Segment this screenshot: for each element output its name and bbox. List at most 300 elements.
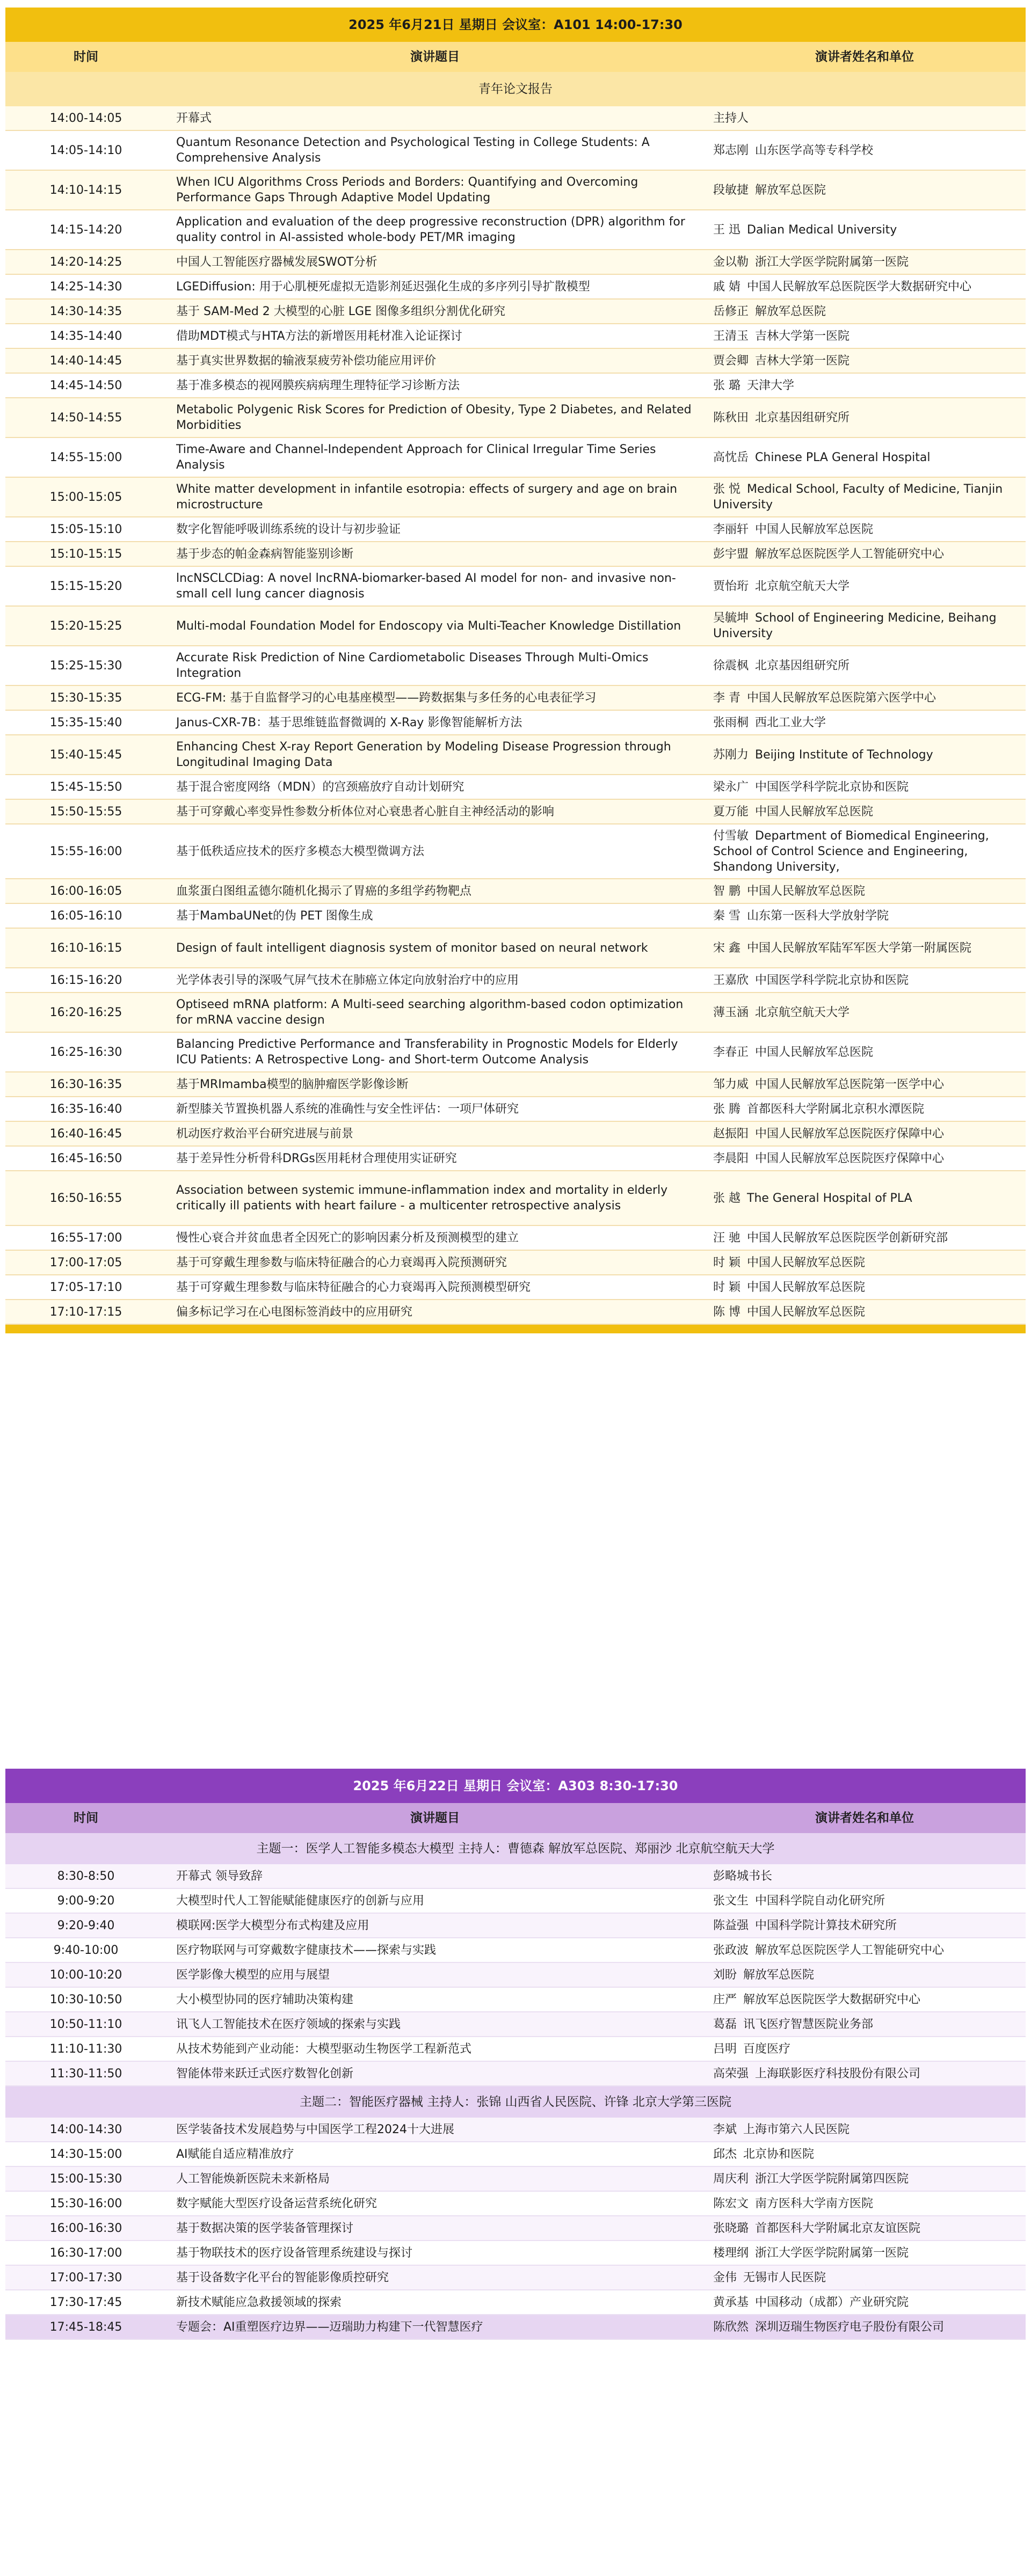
talk-title: When ICU Algorithms Cross Periods and Borders: Quantifying and Overcoming Performance Gaps Through Adaptive Model Updating bbox=[166, 170, 703, 210]
talk-time: 14:30-14:35 bbox=[5, 299, 166, 324]
speaker-affiliation: 中国人民解放军总医院医学创新研究部 bbox=[747, 1231, 948, 1245]
talk-time: 14:25-14:30 bbox=[5, 274, 166, 299]
section-subtitle-row bbox=[5, 72, 1026, 106]
speaker-cell bbox=[703, 566, 1026, 606]
speaker-cell bbox=[703, 2037, 1026, 2061]
session-1-banner-text: 2025 年6月21日 星期日 会议室：A101 14:00-17:30 bbox=[5, 8, 1026, 42]
speaker-affiliation: 浙江大学医学院附属第一医院 bbox=[755, 255, 909, 269]
speaker-cell bbox=[703, 1864, 1026, 1888]
talk-title: 医学装备技术发展趋势与中国医学工程2024十大进展 bbox=[166, 2118, 703, 2142]
schedule-row bbox=[5, 1962, 1026, 1987]
talk-title: 新型膝关节置换机器人系统的准确性与安全性评估：一项尸体研究 bbox=[166, 1097, 703, 1121]
speaker-cell bbox=[703, 2061, 1026, 2086]
talk-title: 基于准多模态的视网膜疾病病理生理特征学习诊断方法 bbox=[166, 373, 703, 398]
speaker-cell bbox=[703, 879, 1026, 903]
talk-time: 14:20-14:25 bbox=[5, 250, 166, 274]
speaker-name: 赵振阳 bbox=[713, 1127, 749, 1141]
speaker-name: 李春正 bbox=[713, 1045, 749, 1059]
speaker-cell bbox=[703, 1032, 1026, 1072]
speaker-name: 汪 驰 bbox=[713, 1231, 740, 1245]
speaker-name: 李 青 bbox=[713, 691, 740, 705]
talk-time: 15:30-15:35 bbox=[5, 685, 166, 710]
speaker-name: 付雪敏 bbox=[713, 829, 749, 843]
talk-title: 大模型时代人工智能赋能健康医疗的创新与应用 bbox=[166, 1888, 703, 1913]
speaker-affiliation: 北京协和医院 bbox=[743, 2147, 815, 2161]
speaker-cell bbox=[703, 1888, 1026, 1913]
speaker-affiliation: The General Hospital of PLA bbox=[747, 1191, 912, 1205]
talk-time: 14:05-14:10 bbox=[5, 130, 166, 170]
talk-time: 16:10-16:15 bbox=[5, 928, 166, 968]
talk-time: 16:30-16:35 bbox=[5, 1072, 166, 1097]
speaker-name: 张政波 bbox=[713, 1943, 749, 1957]
speaker-cell bbox=[703, 348, 1026, 373]
speaker-column-header: 演讲者姓名和单位 bbox=[703, 1803, 1026, 1833]
talk-title: 基于可穿戴生理参数与临床特征融合的心力衰竭再入院预测研究 bbox=[166, 1250, 703, 1275]
speaker-affiliation: 北京基因组研究所 bbox=[755, 659, 850, 673]
talk-title: 基于可穿戴心率变异性参数分析体位对心衰患者心脏自主神经活动的影响 bbox=[166, 799, 703, 824]
speaker-name: 楼理纲 bbox=[713, 2246, 749, 2260]
speaker-name: 陈宏文 bbox=[713, 2196, 749, 2210]
talk-title: Quantum Resonance Detection and Psychological Testing in College Students: A Comprehensive Analysis bbox=[166, 130, 703, 170]
speaker-name: 徐震枫 bbox=[713, 659, 749, 673]
speaker-name: 周庆利 bbox=[713, 2172, 749, 2186]
talk-time: 17:30-17:45 bbox=[5, 2290, 166, 2315]
schedule-row bbox=[5, 824, 1026, 879]
speaker-affiliation: 中国人民解放军总医院 bbox=[747, 884, 866, 898]
talk-title: Janus-CXR-7B：基于思维链监督微调的 X-Ray 影像智能解析方法 bbox=[166, 710, 703, 735]
talk-time: 15:20-15:25 bbox=[5, 606, 166, 646]
speaker-name: 陈 博 bbox=[713, 1305, 740, 1319]
talk-time: 17:00-17:30 bbox=[5, 2265, 166, 2290]
talk-title: 借助MDT模式与HTA方法的新增医用耗材准入论证探讨 bbox=[166, 324, 703, 348]
talk-title: 新技术赋能应急救援领域的探索 bbox=[166, 2290, 703, 2315]
speaker-affiliation: 中国人民解放军总医院 bbox=[747, 1280, 866, 1294]
speaker-name: 张雨桐 bbox=[713, 716, 749, 729]
schedule-row bbox=[5, 2191, 1026, 2216]
speaker-name: 戚 婧 bbox=[713, 280, 740, 294]
speaker-cell bbox=[703, 2166, 1026, 2191]
time-column-header: 时间 bbox=[5, 1803, 166, 1833]
speaker-name: 苏刚力 bbox=[713, 748, 749, 762]
speaker-cell bbox=[703, 2265, 1026, 2290]
speaker-cell bbox=[703, 373, 1026, 398]
speaker-affiliation: 上海联影医疗科技股份有限公司 bbox=[755, 2067, 921, 2081]
schedule-row bbox=[5, 1888, 1026, 1913]
speaker-affiliation: 中国人民解放军总医院医学大数据研究中心 bbox=[747, 280, 972, 294]
schedule-row bbox=[5, 348, 1026, 373]
speaker-name: 段敏捷 bbox=[713, 183, 749, 197]
talk-time: 17:00-17:05 bbox=[5, 1250, 166, 1275]
schedule-row bbox=[5, 735, 1026, 775]
speaker-cell bbox=[703, 324, 1026, 348]
talk-time: 9:40-10:00 bbox=[5, 1938, 166, 1962]
talk-time: 14:35-14:40 bbox=[5, 324, 166, 348]
speaker-affiliation: 中国科学院自动化研究所 bbox=[755, 1894, 885, 1908]
schedule-row bbox=[5, 2241, 1026, 2265]
schedule-row bbox=[5, 2315, 1026, 2339]
speaker-name: 高荣强 bbox=[713, 2067, 749, 2081]
speaker-cell bbox=[703, 1171, 1026, 1225]
speaker-affiliation: 天津大学 bbox=[747, 378, 795, 392]
speaker-name: 彭宇盟 bbox=[713, 547, 749, 561]
speaker-cell bbox=[703, 542, 1026, 566]
schedule-row bbox=[5, 903, 1026, 928]
schedule-row bbox=[5, 1275, 1026, 1300]
talk-title: lncNSCLCDiag: A novel lncRNA-biomarker-based AI model for non- and invasive non-small cell lung cancer diagnosis bbox=[166, 566, 703, 606]
speaker-affiliation: Dalian Medical University bbox=[747, 223, 897, 237]
speaker-name: 时 颖 bbox=[713, 1256, 740, 1269]
speaker-affiliation: 山东医学高等专科学校 bbox=[755, 143, 874, 157]
speaker-cell bbox=[703, 2241, 1026, 2265]
talk-time: 16:05-16:10 bbox=[5, 903, 166, 928]
talk-time: 15:30-16:00 bbox=[5, 2191, 166, 2216]
talk-time: 14:30-15:00 bbox=[5, 2142, 166, 2166]
talk-time: 15:45-15:50 bbox=[5, 775, 166, 799]
schedule-row bbox=[5, 799, 1026, 824]
talk-title: 医疗物联网与可穿戴数字健康技术——探索与实践 bbox=[166, 1938, 703, 1962]
speaker-cell bbox=[703, 250, 1026, 274]
schedule-row bbox=[5, 2061, 1026, 2086]
talk-title: Time-Aware and Channel-Independent Approach for Clinical Irregular Time Series Analysis bbox=[166, 437, 703, 477]
talk-time: 16:00-16:05 bbox=[5, 879, 166, 903]
schedule-row bbox=[5, 1146, 1026, 1171]
speaker-name: 秦 雪 bbox=[713, 909, 740, 923]
speaker-cell bbox=[703, 2290, 1026, 2315]
schedule-row bbox=[5, 542, 1026, 566]
speaker-name: 时 颖 bbox=[713, 1280, 740, 1294]
speaker-affiliation: 中国人民解放军总医院第六医学中心 bbox=[747, 691, 936, 705]
talk-time: 14:00-14:30 bbox=[5, 2118, 166, 2142]
schedule-row bbox=[5, 993, 1026, 1032]
speaker-name: 薄玉涵 bbox=[713, 1005, 749, 1019]
speaker-name: 郑志刚 bbox=[713, 143, 749, 157]
talk-title: 基于 SAM-Med 2 大模型的心脏 LGE 图像多组织分割优化研究 bbox=[166, 299, 703, 324]
talk-time: 16:25-16:30 bbox=[5, 1032, 166, 1072]
time-column-header: 时间 bbox=[5, 42, 166, 72]
speaker-cell bbox=[703, 685, 1026, 710]
talk-title: 机动医疗救治平台研究进展与前景 bbox=[166, 1121, 703, 1146]
section-subtitle: 主题一：医学人工智能多模态大模型 主持人：曹德森 解放军总医院、郑丽沙 北京航空航天大学 bbox=[5, 1833, 1026, 1864]
speaker-name: 李丽轩 bbox=[713, 522, 749, 536]
talk-title: 基于真实世界数据的输液泵疲劳补偿功能应用评价 bbox=[166, 348, 703, 373]
speaker-cell bbox=[703, 1300, 1026, 1324]
speaker-affiliation: 中国人民解放军总医院 bbox=[747, 1256, 866, 1269]
speaker-affiliation: 解放军总医院医学人工智能研究中心 bbox=[755, 1943, 945, 1957]
speaker-name: 王嘉欣 bbox=[713, 973, 749, 987]
talk-time: 16:55-17:00 bbox=[5, 1225, 166, 1250]
speaker-affiliation: Chinese PLA General Hospital bbox=[755, 450, 931, 464]
speaker-affiliation: 山东第一医科大学放射学院 bbox=[747, 909, 889, 923]
schedule-row bbox=[5, 710, 1026, 735]
speaker-cell bbox=[703, 1097, 1026, 1121]
speaker-cell bbox=[703, 398, 1026, 437]
talk-title: 基于差异性分析骨科DRGs医用耗材合理使用实证研究 bbox=[166, 1146, 703, 1171]
speaker-cell bbox=[703, 1225, 1026, 1250]
talk-title: 慢性心衰合并贫血患者全因死亡的影响因素分析及预测模型的建立 bbox=[166, 1225, 703, 1250]
talk-time: 15:00-15:05 bbox=[5, 477, 166, 517]
talk-time: 17:10-17:15 bbox=[5, 1300, 166, 1324]
talk-title: 基于低秩适应技术的医疗多模态大模型微调方法 bbox=[166, 824, 703, 879]
speaker-name: 彭略城书长 bbox=[713, 1869, 773, 1883]
talk-title: Association between systemic immune-inflammation index and mortality in elderly critically ill patients with heart failure - a multicenter retrospective analysis bbox=[166, 1171, 703, 1225]
speaker-cell bbox=[703, 274, 1026, 299]
speaker-cell bbox=[703, 735, 1026, 775]
session-1-table bbox=[5, 8, 1026, 1325]
speaker-name: 金以勒 bbox=[713, 255, 749, 269]
talk-time: 15:25-15:30 bbox=[5, 646, 166, 685]
speaker-cell bbox=[703, 2142, 1026, 2166]
talk-time: 17:45-18:45 bbox=[5, 2315, 166, 2339]
talk-title: 数字赋能大型医疗设备运营系统化研究 bbox=[166, 2191, 703, 2216]
schedule-row bbox=[5, 130, 1026, 170]
talk-time: 15:05-15:10 bbox=[5, 517, 166, 542]
speaker-affiliation: Department of Biomedical Engineering, School of Control Science and Engineering, Shandong University, bbox=[713, 829, 989, 874]
schedule-row bbox=[5, 2118, 1026, 2142]
talk-time: 16:35-16:40 bbox=[5, 1097, 166, 1121]
speaker-cell bbox=[703, 130, 1026, 170]
speaker-cell bbox=[703, 2191, 1026, 2216]
topic-column-header: 演讲题目 bbox=[166, 1803, 703, 1833]
speaker-cell bbox=[703, 437, 1026, 477]
schedule-row bbox=[5, 2037, 1026, 2061]
speaker-name: 陈益强 bbox=[713, 1918, 749, 1932]
speaker-cell bbox=[703, 1987, 1026, 2012]
talk-time: 10:30-10:50 bbox=[5, 1987, 166, 2012]
speaker-cell bbox=[703, 2012, 1026, 2037]
speaker-cell bbox=[703, 1072, 1026, 1097]
schedule-row bbox=[5, 2216, 1026, 2241]
speaker-affiliation: 北京航空航天大学 bbox=[755, 1005, 850, 1019]
talk-title: 血浆蛋白图组孟德尔随机化揭示了胃癌的多组学药物靶点 bbox=[166, 879, 703, 903]
talk-time: 11:30-11:50 bbox=[5, 2061, 166, 2086]
schedule-row bbox=[5, 1864, 1026, 1888]
schedule-row bbox=[5, 250, 1026, 274]
talk-time: 16:30-17:00 bbox=[5, 2241, 166, 2265]
talk-title: 模联网:医学大模型分布式构建及应用 bbox=[166, 1913, 703, 1938]
speaker-name: 张 悦 bbox=[713, 483, 740, 496]
speaker-affiliation: 解放军总医院医学大数据研究中心 bbox=[743, 1993, 921, 2006]
speaker-affiliation: Medical School, Faculty of Medicine, Tianjin University bbox=[713, 483, 1003, 512]
session-1-bottom-bar bbox=[5, 1325, 1026, 1333]
talk-time: 16:20-16:25 bbox=[5, 993, 166, 1032]
talk-title: 基于物联技术的医疗设备管理系统建设与探讨 bbox=[166, 2241, 703, 2265]
speaker-affiliation: 中国人民解放军陆军军医大学第一附属医院 bbox=[747, 941, 972, 955]
talk-time: 11:10-11:30 bbox=[5, 2037, 166, 2061]
session-2-banner bbox=[5, 1769, 1026, 1803]
speaker-name: 贾怡珩 bbox=[713, 579, 749, 593]
talk-title: Metabolic Polygenic Risk Scores for Prediction of Obesity, Type 2 Diabetes, and Related Morbidities bbox=[166, 398, 703, 437]
talk-time: 9:00-9:20 bbox=[5, 1888, 166, 1913]
speaker-affiliation: 吉林大学第一医院 bbox=[755, 329, 850, 343]
talk-title: 基于数据决策的医学装备管理探讨 bbox=[166, 2216, 703, 2241]
speaker-cell bbox=[703, 646, 1026, 685]
speaker-affiliation: 浙江大学医学院附属第四医院 bbox=[755, 2172, 909, 2186]
talk-time: 14:45-14:50 bbox=[5, 373, 166, 398]
talk-title: 光学体表引导的深吸气屏气技术在肺癌立体定向放射治疗中的应用 bbox=[166, 968, 703, 993]
speaker-affiliation: 浙江大学医学院附属第一医院 bbox=[755, 2246, 909, 2260]
speaker-cell bbox=[703, 1962, 1026, 1987]
talk-time: 16:45-16:50 bbox=[5, 1146, 166, 1171]
talk-time: 8:30-8:50 bbox=[5, 1864, 166, 1888]
speaker-cell bbox=[703, 2216, 1026, 2241]
talk-title: 人工智能焕新医院未来新格局 bbox=[166, 2166, 703, 2191]
speaker-affiliation: 西北工业大学 bbox=[755, 716, 826, 729]
speaker-name: 刘盼 bbox=[713, 1968, 737, 1982]
speaker-affiliation: 上海市第六人民医院 bbox=[743, 2122, 850, 2136]
speaker-name: 张 璐 bbox=[713, 378, 740, 392]
speaker-name: 梁永广 bbox=[713, 780, 749, 794]
speaker-name: 张文生 bbox=[713, 1894, 749, 1908]
talk-title: 数字化智能呼吸训练系统的设计与初步验证 bbox=[166, 517, 703, 542]
speaker-name: 夏万能 bbox=[713, 805, 749, 819]
speaker-name: 吕明 bbox=[713, 2042, 737, 2056]
speaker-name: 岳修正 bbox=[713, 304, 749, 318]
talk-title: 基于MambaUNet的伪 PET 图像生成 bbox=[166, 903, 703, 928]
schedule-row bbox=[5, 437, 1026, 477]
speaker-cell bbox=[703, 903, 1026, 928]
speaker-affiliation: 首都医科大学附属北京积水潭医院 bbox=[747, 1102, 925, 1116]
speaker-name: 黄承基 bbox=[713, 2295, 749, 2309]
session-1-schedule bbox=[5, 8, 1026, 1333]
schedule-row bbox=[5, 685, 1026, 710]
speaker-cell bbox=[703, 799, 1026, 824]
schedule-row bbox=[5, 775, 1026, 799]
talk-time: 14:50-14:55 bbox=[5, 398, 166, 437]
talk-time: 14:10-14:15 bbox=[5, 170, 166, 210]
section-subtitle-row bbox=[5, 2086, 1026, 2118]
speaker-name: 张 腾 bbox=[713, 1102, 740, 1116]
schedule-row bbox=[5, 2265, 1026, 2290]
talk-title: 基于MRImamba模型的脑肿瘤医学影像诊断 bbox=[166, 1072, 703, 1097]
schedule-row bbox=[5, 968, 1026, 993]
schedule-row bbox=[5, 1250, 1026, 1275]
talk-title: 专题会：AI重塑医疗边界——迈瑞助力构建下一代智慧医疗 bbox=[166, 2315, 703, 2339]
speaker-name: 庄严 bbox=[713, 1993, 737, 2006]
speaker-affiliation: Beijing Institute of Technology bbox=[755, 748, 933, 762]
speaker-affiliation: 中国医学科学院北京协和医院 bbox=[755, 780, 909, 794]
talk-time: 17:05-17:10 bbox=[5, 1275, 166, 1300]
session-2-schedule bbox=[5, 1769, 1026, 2340]
speaker-cell bbox=[703, 968, 1026, 993]
speaker-affiliation: 中国人民解放军总医院医疗保障中心 bbox=[755, 1151, 945, 1165]
talk-title: Design of fault intelligent diagnosis system of monitor based on neural network bbox=[166, 928, 703, 968]
schedule-row bbox=[5, 210, 1026, 250]
speaker-name: 王清玉 bbox=[713, 329, 749, 343]
schedule-row bbox=[5, 1938, 1026, 1962]
speaker-affiliation: 吉林大学第一医院 bbox=[755, 354, 850, 368]
speaker-cell bbox=[703, 477, 1026, 517]
talk-title: ECG-FM: 基于自监督学习的心电基座模型——跨数据集与多任务的心电表征学习 bbox=[166, 685, 703, 710]
speaker-name: 宋 鑫 bbox=[713, 941, 740, 955]
speaker-cell bbox=[703, 517, 1026, 542]
talk-time: 15:50-15:55 bbox=[5, 799, 166, 824]
schedule-row bbox=[5, 1225, 1026, 1250]
talk-time: 15:40-15:45 bbox=[5, 735, 166, 775]
schedule-row bbox=[5, 1072, 1026, 1097]
schedule-row bbox=[5, 517, 1026, 542]
speaker-name: 主持人 bbox=[713, 111, 749, 125]
speaker-affiliation: 北京基因组研究所 bbox=[755, 411, 850, 425]
speaker-cell bbox=[703, 1938, 1026, 1962]
speaker-affiliation: 解放军总医院 bbox=[755, 304, 826, 318]
talk-title: 中国人工智能医疗器械发展SWOT分析 bbox=[166, 250, 703, 274]
talk-title: 从技术势能到产业动能：大模型驱动生物医学工程新范式 bbox=[166, 2037, 703, 2061]
speaker-cell bbox=[703, 2118, 1026, 2142]
speaker-affiliation: 中国人民解放军总医院第一医学中心 bbox=[755, 1077, 945, 1091]
schedule-row bbox=[5, 1913, 1026, 1938]
speaker-name: 葛磊 bbox=[713, 2017, 737, 2031]
speaker-cell bbox=[703, 1250, 1026, 1275]
speaker-affiliation: 深圳迈瑞生物医疗电子股份有限公司 bbox=[755, 2320, 945, 2334]
schedule-row bbox=[5, 928, 1026, 968]
talk-time: 10:00-10:20 bbox=[5, 1962, 166, 1987]
talk-time: 15:15-15:20 bbox=[5, 566, 166, 606]
schedule-row bbox=[5, 1171, 1026, 1225]
session-1-banner bbox=[5, 8, 1026, 42]
session-1-header-row bbox=[5, 42, 1026, 72]
talk-title: 智能体带来跃迁式医疗数智化创新 bbox=[166, 2061, 703, 2086]
speaker-cell bbox=[703, 1913, 1026, 1938]
talk-time: 14:40-14:45 bbox=[5, 348, 166, 373]
schedule-row bbox=[5, 324, 1026, 348]
schedule-row bbox=[5, 477, 1026, 517]
speaker-name: 李斌 bbox=[713, 2122, 737, 2136]
topic-column-header: 演讲题目 bbox=[166, 42, 703, 72]
talk-title: 医学影像大模型的应用与展望 bbox=[166, 1962, 703, 1987]
talk-time: 15:10-15:15 bbox=[5, 542, 166, 566]
talk-title: 基于步态的帕金森病智能鉴别诊断 bbox=[166, 542, 703, 566]
speaker-cell bbox=[703, 1275, 1026, 1300]
talk-time: 9:20-9:40 bbox=[5, 1913, 166, 1938]
schedule-row bbox=[5, 566, 1026, 606]
talk-title: Accurate Risk Prediction of Nine Cardiometabolic Diseases Through Multi-Omics Integration bbox=[166, 646, 703, 685]
talk-time: 16:15-16:20 bbox=[5, 968, 166, 993]
speaker-name: 张 越 bbox=[713, 1191, 740, 1205]
schedule-row bbox=[5, 646, 1026, 685]
speaker-affiliation: 中国人民解放军总医院 bbox=[755, 1045, 874, 1059]
talk-time: 14:15-14:20 bbox=[5, 210, 166, 250]
talk-title: Optiseed mRNA platform: A Multi-seed searching algorithm-based codon optimization for mRNA vaccine design bbox=[166, 993, 703, 1032]
talk-title: 基于混合密度网络（MDN）的宫颈癌放疗自动计划研究 bbox=[166, 775, 703, 799]
talk-time: 14:00-14:05 bbox=[5, 106, 166, 130]
speaker-cell bbox=[703, 1121, 1026, 1146]
speaker-cell bbox=[703, 299, 1026, 324]
speaker-affiliation: 无锡市人民医院 bbox=[743, 2271, 826, 2285]
speaker-name: 吴毓坤 bbox=[713, 611, 749, 625]
talk-title: Application and evaluation of the deep progressive reconstruction (DPR) algorithm for quality control in AI-assisted whole-body PET/MR imaging bbox=[166, 210, 703, 250]
speaker-name: 李晨阳 bbox=[713, 1151, 749, 1165]
session-1-body bbox=[5, 72, 1026, 1324]
speaker-affiliation: 中国医学科学院北京协和医院 bbox=[755, 973, 909, 987]
talk-title: 偏多标记学习在心电图标签消歧中的应用研究 bbox=[166, 1300, 703, 1324]
speaker-name: 金伟 bbox=[713, 2271, 737, 2285]
schedule-row bbox=[5, 879, 1026, 903]
speaker-affiliation: 中国科学院计算技术研究所 bbox=[755, 1918, 897, 1932]
speaker-affiliation: 首都医科大学附属北京友谊医院 bbox=[755, 2221, 921, 2235]
talk-time: 14:55-15:00 bbox=[5, 437, 166, 477]
speaker-affiliation: 解放军总医院医学人工智能研究中心 bbox=[755, 547, 945, 561]
schedule-row bbox=[5, 170, 1026, 210]
schedule-row bbox=[5, 2290, 1026, 2315]
speaker-cell bbox=[703, 710, 1026, 735]
talk-time: 15:55-16:00 bbox=[5, 824, 166, 879]
speaker-name: 邹力威 bbox=[713, 1077, 749, 1091]
session-2-table bbox=[5, 1769, 1026, 2340]
talk-time: 16:50-16:55 bbox=[5, 1171, 166, 1225]
speaker-affiliation: 解放军总医院 bbox=[743, 1968, 815, 1982]
session-2-body bbox=[5, 1833, 1026, 2339]
session-2-header-row bbox=[5, 1803, 1026, 1833]
